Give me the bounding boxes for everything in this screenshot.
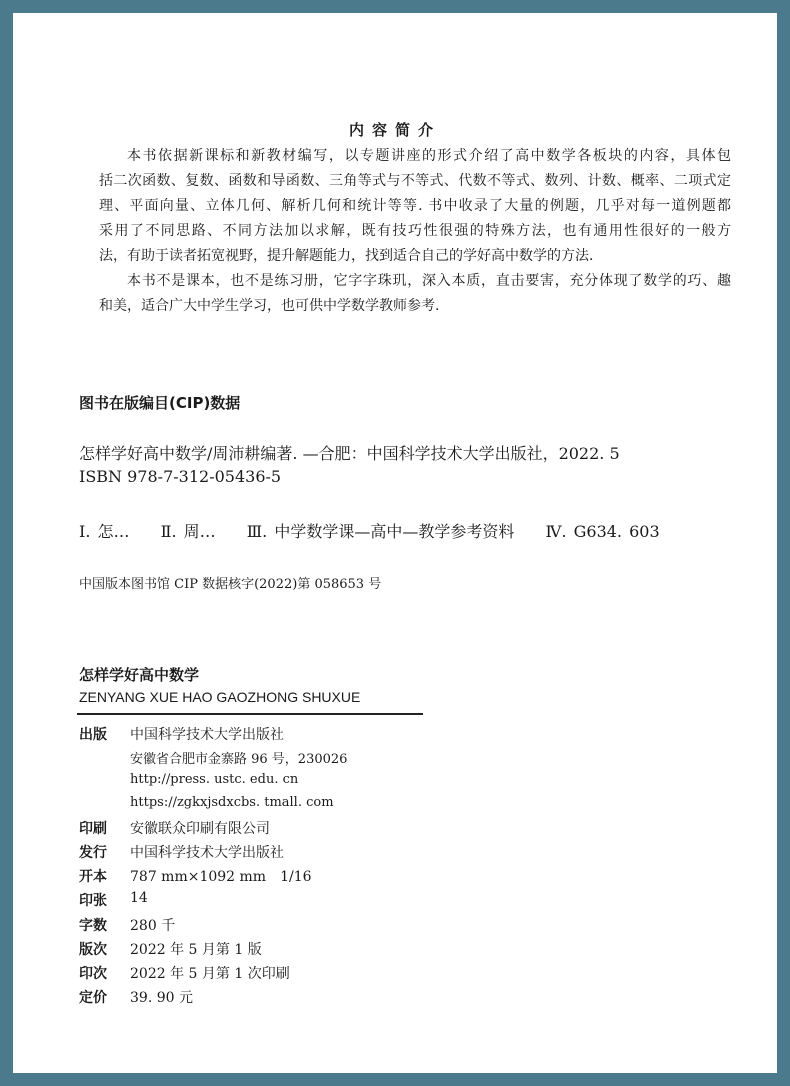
publisher-website: http://press. ustc. edu. cn [130, 772, 299, 787]
intro-title: 内容简介 [348, 121, 441, 139]
cip-class-item: Ⅱ. 周… [160, 522, 216, 541]
detail-label: 发行 [79, 845, 107, 861]
detail-value: 安徽联众印刷有限公司 [130, 821, 270, 837]
cip-record-line: 怎样学好高中数学/周沛耕编著. —合肥：中国科学技术大学出版社，2022. 5 [79, 444, 620, 463]
intro-paragraph-1-line: 采用了不同思路、不同方法加以求解，既有技巧性很强的特殊方法，也有通用性很好的一般方 [99, 223, 731, 239]
cip-verification-number: 中国版本图书馆 CIP 数据核字(2022)第 058653 号 [79, 577, 382, 592]
cip-class-item: Ⅳ. G634. 603 [545, 522, 660, 541]
detail-value: 39. 90 元 [130, 990, 193, 1006]
detail-value: 2022 年 5 月第 1 版 [130, 942, 262, 958]
detail-value: 2022 年 5 月第 1 次印刷 [130, 966, 290, 982]
detail-label: 印刷 [79, 821, 107, 837]
intro-paragraph-2-line: 本书不是课本，也不是练习册，它字字珠玑，深入本质，直击要害，充分体现了数学的巧、趣 [127, 273, 731, 289]
detail-label: 定价 [79, 990, 107, 1006]
detail-label: 印张 [79, 893, 107, 909]
divider [77, 713, 423, 715]
intro-paragraph-1-line: 理、平面向量、立体几何、解析几何和统计等等. 书中收录了大量的例题，几乎对每一道例题都 [99, 198, 731, 214]
publisher-label: 出版 [79, 727, 107, 743]
intro-paragraph-1 [99, 144, 731, 269]
detail-label: 印次 [79, 966, 107, 982]
book-title-pinyin: ZENYANG XUE HAO GAOZHONG SHUXUE [79, 689, 361, 705]
publisher-name: 中国科学技术大学出版社 [130, 727, 284, 743]
cip-heading: 图书在版编目(CIP)数据 [79, 394, 241, 412]
detail-label: 版次 [79, 942, 107, 958]
detail-value: 280 千 [130, 918, 176, 934]
book-title: 怎样学好高中数学 [79, 666, 200, 684]
cip-isbn: ISBN 978-7-312-05436-5 [79, 467, 282, 486]
detail-value: 787 mm×1092 mm 1/16 [130, 869, 312, 885]
cip-classification [79, 519, 660, 542]
intro-paragraph-2-line: 和美，适合广大中学生学习，也可供中学数学教师参考. [99, 298, 440, 314]
cip-class-item: Ⅰ. 怎… [79, 522, 130, 541]
detail-value: 14 [130, 890, 148, 906]
intro-paragraph-1-line: 本书依据新课标和新教材编写，以专题讲座的形式介绍了高中数学各板块的内容，具体包 [127, 148, 731, 164]
intro-paragraph-2 [99, 269, 731, 319]
detail-label: 开本 [79, 869, 107, 885]
intro-paragraph-1-line: 法，有助于读者拓宽视野，提升解题能力，找到适合自己的学好高中数学的方法. [99, 248, 594, 264]
publisher-store-url: https://zgkxjsdxcbs. tmall. com [130, 795, 334, 810]
intro-paragraph-1-line: 括二次函数、复数、函数和导函数、三角等式与不等式、代数不等式、数列、计数、概率、二项式定 [99, 173, 731, 189]
detail-value: 中国科学技术大学出版社 [130, 845, 284, 861]
copyright-page [13, 13, 777, 1073]
detail-label: 字数 [79, 918, 107, 934]
publisher-address: 安徽省合肥市金寨路 96 号，230026 [130, 752, 348, 767]
cip-class-item: Ⅲ. 中学数学课—高中—教学参考资料 [246, 522, 515, 541]
